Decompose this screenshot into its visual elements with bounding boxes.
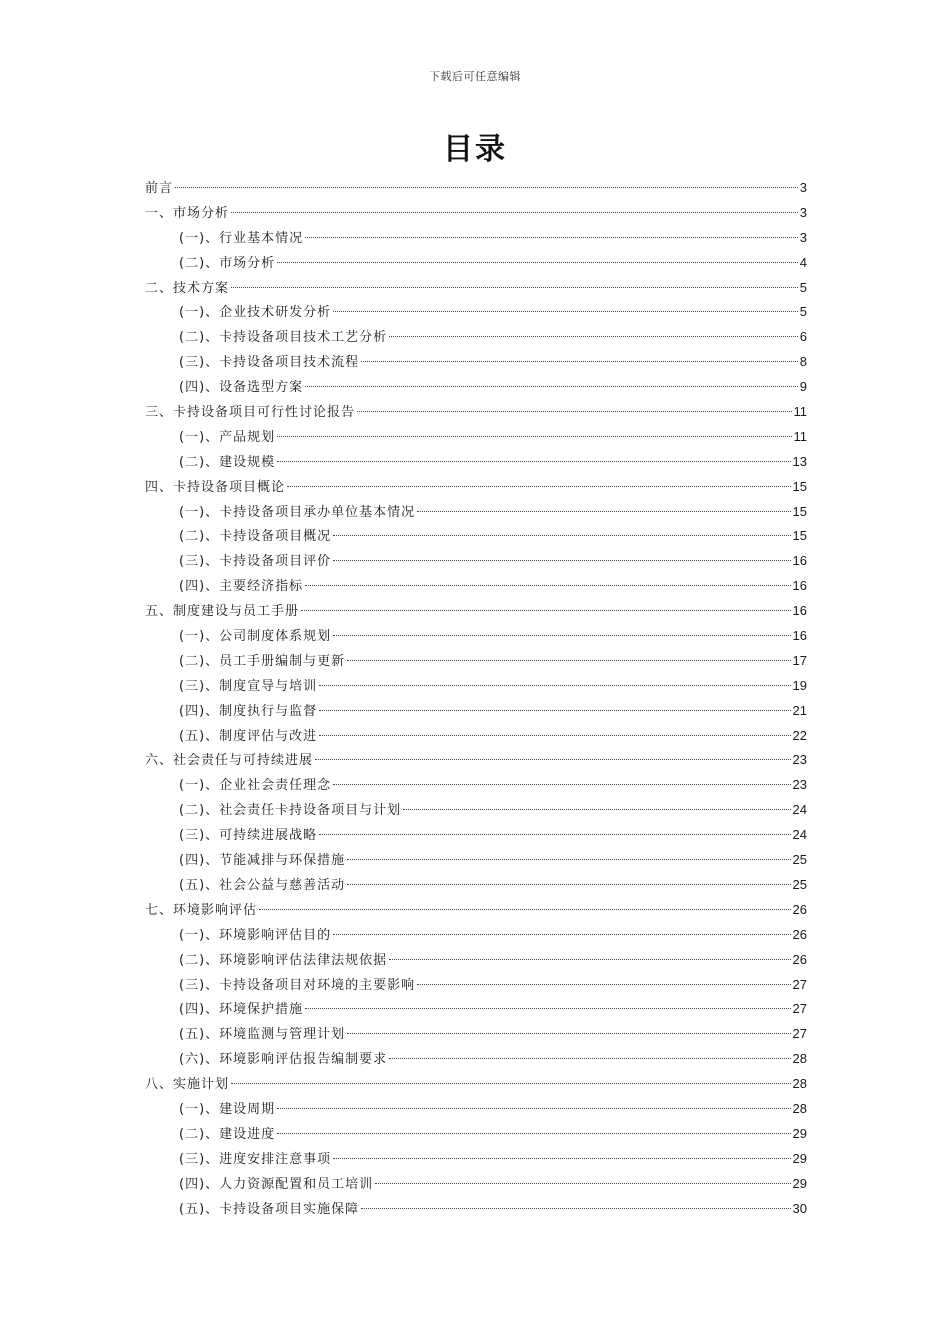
toc-entry-label: 二、技术方案 — [145, 280, 230, 296]
toc-entry[interactable] — [145, 848, 807, 873]
toc-entry-page-number: 6 — [799, 329, 807, 345]
toc-dot-leader — [301, 610, 791, 611]
toc-entry-page-number: 11 — [793, 404, 807, 420]
toc-entry[interactable] — [145, 1047, 807, 1072]
toc-dot-leader — [277, 1133, 790, 1134]
toc-entry-label: 四、卡持设备项目概论 — [145, 479, 286, 495]
toc-entry-label: (五)、制度评估与改进 — [179, 728, 318, 744]
toc-entry-page-number: 16 — [792, 628, 807, 644]
toc-dot-leader — [305, 386, 798, 387]
toc-entry[interactable] — [145, 201, 807, 226]
toc-entry-page-number: 26 — [792, 951, 807, 967]
toc-entry-label: 一、市场分析 — [145, 205, 230, 221]
table-of-contents — [145, 176, 807, 1221]
toc-entry[interactable] — [145, 1097, 807, 1122]
toc-entry-label: (二)、建设进度 — [179, 1126, 276, 1142]
toc-dot-leader — [333, 560, 790, 561]
toc-dot-leader — [305, 1008, 790, 1009]
toc-dot-leader — [315, 759, 791, 760]
toc-dot-leader — [277, 1108, 790, 1109]
toc-entry-page-number: 28 — [792, 1100, 807, 1116]
toc-dot-leader — [389, 959, 790, 960]
toc-entry-label: (三)、制度宣导与培训 — [179, 678, 318, 694]
toc-entry-page-number: 4 — [799, 254, 807, 270]
toc-entry[interactable] — [145, 873, 807, 898]
toc-entry-page-number: 15 — [792, 528, 807, 544]
toc-entry-page-number: 26 — [792, 926, 807, 942]
toc-entry-page-number: 16 — [792, 603, 807, 619]
toc-dot-leader — [389, 1058, 790, 1059]
toc-entry[interactable] — [145, 1122, 807, 1147]
toc-dot-leader — [277, 262, 798, 263]
toc-dot-leader — [333, 1158, 790, 1159]
toc-entry[interactable] — [145, 898, 807, 923]
toc-dot-leader — [231, 212, 798, 213]
toc-dot-leader — [347, 859, 790, 860]
toc-entry[interactable] — [145, 226, 807, 251]
toc-entry[interactable] — [145, 300, 807, 325]
toc-entry-page-number: 3 — [799, 180, 807, 195]
toc-entry-page-number: 11 — [793, 428, 807, 444]
toc-dot-leader — [357, 411, 791, 412]
toc-entry-page-number: 29 — [792, 1175, 807, 1191]
toc-entry[interactable] — [145, 450, 807, 475]
toc-entry-page-number: 26 — [792, 901, 807, 917]
toc-entry-label: (二)、社会责任卡持设备项目与计划 — [179, 803, 402, 819]
toc-entry-label: (二)、卡持设备项目技术工艺分析 — [179, 330, 388, 346]
toc-entry-page-number: 22 — [792, 727, 807, 743]
toc-entry-label: (三)、卡持设备项目对环境的主要影响 — [179, 977, 416, 993]
toc-entry-page-number: 25 — [792, 876, 807, 892]
toc-entry-label: (四)、环境保护措施 — [179, 1002, 304, 1018]
toc-entry[interactable] — [145, 699, 807, 724]
toc-entry-label: (五)、卡持设备项目实施保障 — [179, 1201, 360, 1217]
toc-dot-leader — [333, 934, 790, 935]
toc-dot-leader — [287, 486, 791, 487]
toc-entry[interactable] — [145, 948, 807, 973]
toc-dot-leader — [231, 287, 798, 288]
toc-dot-leader — [259, 909, 791, 910]
toc-entry[interactable] — [145, 997, 807, 1022]
toc-entry-label: 七、环境影响评估 — [145, 902, 258, 918]
toc-entry-page-number: 27 — [792, 1001, 807, 1017]
toc-entry-page-number: 9 — [799, 379, 807, 395]
toc-entry[interactable] — [145, 375, 807, 400]
toc-dot-leader — [319, 735, 790, 736]
toc-entry[interactable] — [145, 674, 807, 699]
toc-entry-page-number: 16 — [792, 578, 807, 594]
toc-dot-leader — [361, 1208, 790, 1209]
toc-dot-leader — [347, 884, 790, 885]
toc-entry-page-number: 21 — [792, 702, 807, 718]
toc-entry-label: (二)、卡持设备项目概况 — [179, 529, 332, 545]
toc-entry[interactable] — [145, 624, 807, 649]
toc-entry-label: (二)、市场分析 — [179, 255, 276, 271]
toc-dot-leader — [305, 585, 790, 586]
toc-title: 目录 — [443, 132, 507, 167]
toc-dot-leader — [417, 511, 790, 512]
toc-dot-leader — [347, 660, 790, 661]
toc-entry-label: (一)、公司制度体系规划 — [179, 629, 332, 645]
toc-entry-label: (六)、环境影响评估报告编制要求 — [179, 1052, 388, 1068]
toc-entry-page-number: 15 — [792, 503, 807, 519]
toc-entry-page-number: 24 — [792, 827, 807, 843]
toc-entry-page-number: 24 — [792, 802, 807, 818]
toc-entry-label: 五、制度建设与员工手册 — [145, 604, 300, 620]
toc-entry-page-number: 27 — [792, 976, 807, 992]
toc-entry[interactable] — [145, 276, 807, 301]
toc-entry[interactable] — [145, 724, 807, 749]
toc-entry-page-number: 8 — [799, 354, 807, 370]
toc-entry[interactable] — [145, 325, 807, 350]
toc-entry[interactable] — [145, 251, 807, 276]
toc-entry-page-number: 29 — [792, 1150, 807, 1166]
toc-dot-leader — [389, 336, 798, 337]
toc-entry-page-number: 23 — [792, 752, 807, 768]
toc-entry[interactable] — [145, 923, 807, 948]
toc-entry-page-number: 27 — [792, 1026, 807, 1042]
toc-entry[interactable] — [145, 1022, 807, 1047]
toc-entry-page-number: 19 — [792, 677, 807, 693]
toc-dot-leader — [361, 361, 798, 362]
toc-entry-label: (一)、卡持设备项目承办单位基本情况 — [179, 504, 416, 520]
toc-entry[interactable] — [145, 773, 807, 798]
toc-entry[interactable] — [145, 176, 807, 201]
toc-entry[interactable] — [145, 1172, 807, 1197]
toc-dot-leader — [319, 834, 790, 835]
toc-dot-leader — [305, 237, 798, 238]
toc-dot-leader — [347, 1033, 790, 1034]
toc-entry-label: (一)、环境影响评估目的 — [179, 927, 332, 943]
toc-entry-label: (一)、行业基本情况 — [179, 230, 304, 246]
toc-entry-label: (五)、环境监测与管理计划 — [179, 1027, 346, 1043]
toc-entry[interactable] — [145, 475, 807, 500]
header-note: 下载后可任意编辑 — [429, 70, 521, 83]
toc-entry-page-number: 29 — [792, 1125, 807, 1141]
toc-entry-label: (四)、节能减排与环保措施 — [179, 853, 346, 869]
toc-dot-leader — [277, 436, 791, 437]
toc-dot-leader — [333, 635, 790, 636]
toc-entry-page-number: 23 — [792, 777, 807, 793]
toc-dot-leader — [417, 984, 790, 985]
toc-entry-label: (三)、可持续进展战略 — [179, 828, 318, 844]
toc-entry[interactable] — [145, 500, 807, 525]
toc-entry[interactable] — [145, 524, 807, 549]
toc-entry[interactable] — [145, 973, 807, 998]
toc-dot-leader — [333, 311, 798, 312]
toc-entry-label: (二)、员工手册编制与更新 — [179, 653, 346, 669]
toc-entry-page-number: 30 — [792, 1200, 807, 1216]
toc-entry[interactable] — [145, 823, 807, 848]
toc-dot-leader — [175, 187, 798, 188]
toc-entry-label: (一)、企业社会责任理念 — [179, 778, 332, 794]
toc-entry[interactable] — [145, 574, 807, 599]
toc-entry-label: (四)、主要经济指标 — [179, 579, 304, 595]
toc-entry-page-number: 13 — [792, 453, 807, 469]
toc-dot-leader — [403, 809, 790, 810]
toc-entry[interactable] — [145, 1147, 807, 1172]
toc-entry-label: 前言 — [145, 181, 174, 196]
toc-entry-label: (四)、制度执行与监督 — [179, 703, 318, 719]
toc-entry-page-number: 16 — [792, 553, 807, 569]
toc-entry-label: (三)、进度安排注意事项 — [179, 1151, 332, 1167]
toc-dot-leader — [319, 685, 790, 686]
toc-entry-label: (四)、人力资源配置和员工培训 — [179, 1176, 374, 1192]
toc-entry-page-number: 28 — [792, 1076, 807, 1092]
toc-entry-label: 六、社会责任与可持续进展 — [145, 753, 314, 769]
toc-entry[interactable] — [145, 798, 807, 823]
toc-entry-page-number: 5 — [799, 279, 807, 295]
toc-entry[interactable] — [145, 549, 807, 574]
toc-entry[interactable] — [145, 400, 807, 425]
toc-dot-leader — [277, 461, 790, 462]
toc-entry[interactable] — [145, 599, 807, 624]
toc-entry-label: (二)、建设规模 — [179, 454, 276, 470]
toc-entry[interactable] — [145, 425, 807, 450]
toc-entry-label: 八、实施计划 — [145, 1077, 230, 1093]
toc-entry-page-number: 3 — [799, 204, 807, 220]
toc-entry[interactable] — [145, 649, 807, 674]
toc-entry[interactable] — [145, 1197, 807, 1222]
toc-entry-page-number: 5 — [799, 304, 807, 320]
toc-entry[interactable] — [145, 748, 807, 773]
toc-entry-label: 三、卡持设备项目可行性讨论报告 — [145, 405, 356, 421]
toc-dot-leader — [333, 784, 790, 785]
toc-entry-label: (三)、卡持设备项目评价 — [179, 554, 332, 570]
toc-entry-page-number: 15 — [792, 478, 807, 494]
toc-entry-label: (五)、社会公益与慈善活动 — [179, 877, 346, 893]
toc-entry-label: (一)、产品规划 — [179, 429, 276, 445]
toc-entry-page-number: 17 — [792, 652, 807, 668]
toc-entry-label: (三)、卡持设备项目技术流程 — [179, 355, 360, 371]
toc-dot-leader — [231, 1083, 791, 1084]
toc-entry-label: (四)、设备选型方案 — [179, 380, 304, 396]
toc-dot-leader — [375, 1183, 790, 1184]
toc-entry[interactable] — [145, 350, 807, 375]
toc-entry-page-number: 28 — [792, 1051, 807, 1067]
toc-dot-leader — [333, 535, 790, 536]
toc-entry[interactable] — [145, 1072, 807, 1097]
toc-dot-leader — [319, 710, 790, 711]
toc-entry-page-number: 25 — [792, 852, 807, 868]
toc-entry-label: (二)、环境影响评估法律法规依据 — [179, 952, 388, 968]
toc-entry-label: (一)、企业技术研发分析 — [179, 305, 332, 321]
toc-entry-page-number: 3 — [799, 229, 807, 245]
toc-entry-label: (一)、建设周期 — [179, 1101, 276, 1117]
